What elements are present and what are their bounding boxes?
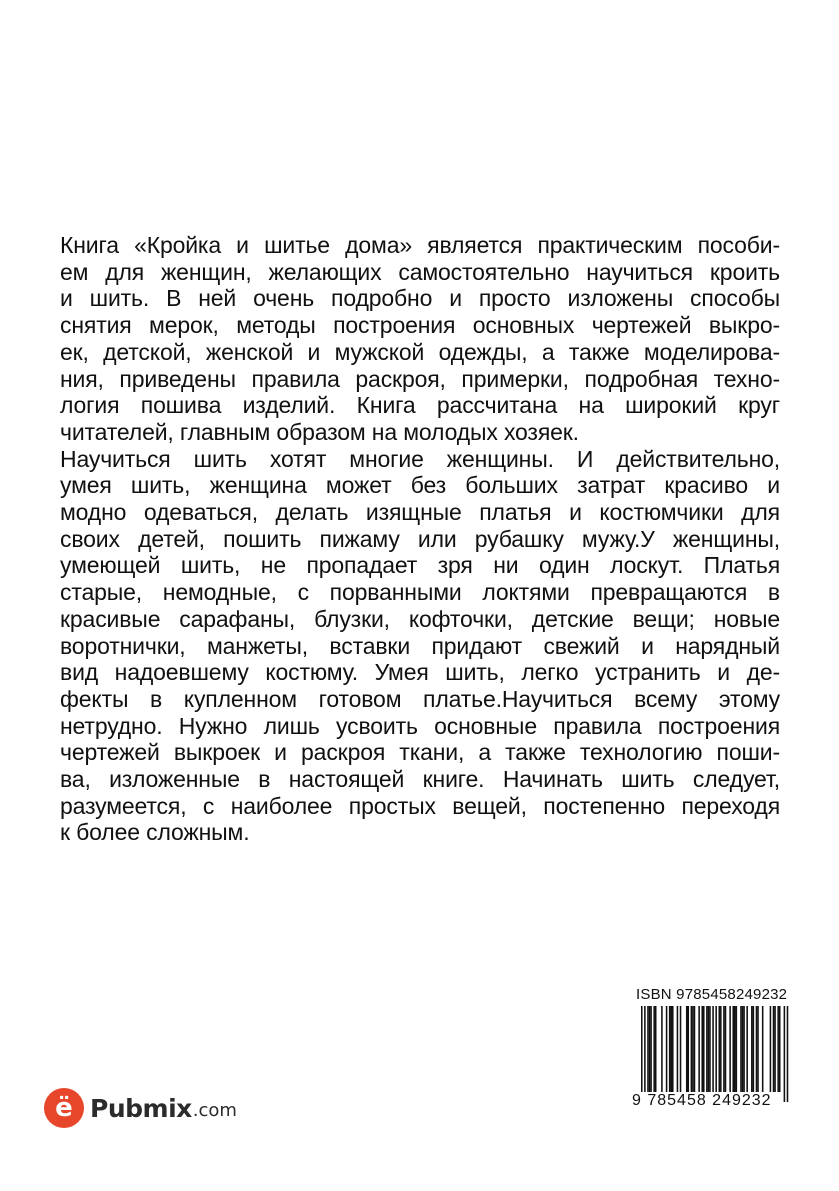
barcode-bar bbox=[666, 1006, 668, 1092]
text-line: воротнички, манжеты, вставки придают свежий и нарядный bbox=[60, 632, 780, 659]
barcode-bar bbox=[670, 1006, 672, 1092]
barcode-digits-text: 9 785458 249232 bbox=[632, 1092, 772, 1109]
barcode-bar bbox=[688, 1006, 690, 1092]
barcode-bar bbox=[706, 1006, 708, 1092]
barcode-bar bbox=[661, 1006, 663, 1092]
text-line: снятия мерок, методы построения основных чертежей выкро- bbox=[60, 312, 780, 339]
barcode-bar bbox=[709, 1006, 711, 1092]
barcode-bar bbox=[694, 1006, 696, 1092]
barcode-bar bbox=[649, 1006, 651, 1092]
barcode-bar bbox=[641, 1006, 643, 1102]
barcode-bar bbox=[753, 1006, 755, 1092]
barcode-bar bbox=[736, 1006, 738, 1092]
barcode-bar bbox=[719, 1006, 721, 1092]
text-line: ния, приведены правила раскроя, примерки, подробная техно- bbox=[60, 365, 780, 392]
barcode-bar bbox=[723, 1006, 725, 1092]
barcode-bar bbox=[762, 1006, 764, 1092]
text-line: ва, изложенные в настоящей книге. Начинать шить следует, bbox=[60, 766, 780, 793]
isbn-barcode-block bbox=[632, 986, 792, 1122]
barcode-bar bbox=[732, 1006, 734, 1092]
barcode-bar bbox=[680, 1006, 682, 1092]
text-line: умеющей шить, не пропадает зря ни один лоскут. Платья bbox=[60, 552, 780, 579]
text-line: умея шить, женщина может без больших затрат красиво и bbox=[60, 472, 780, 499]
barcode-digits bbox=[632, 1091, 792, 1111]
publisher-logo bbox=[44, 1085, 237, 1131]
publisher-domain: .com bbox=[192, 1099, 237, 1121]
barcode-bar bbox=[692, 1006, 694, 1092]
text-line: Книга «Кройка и шитье дома» является практическим пособи- bbox=[60, 232, 780, 258]
barcode-bar bbox=[756, 1006, 758, 1092]
pubmix-badge-icon: ё bbox=[44, 1088, 84, 1128]
barcode-bar bbox=[746, 1006, 748, 1092]
barcode-bar bbox=[784, 1006, 786, 1102]
text-line: ек, детской, женской и мужской одежды, а также моделирова- bbox=[60, 338, 780, 365]
barcode-bar bbox=[653, 1006, 655, 1092]
barcode-bar bbox=[650, 1006, 652, 1092]
barcode-bar bbox=[779, 1006, 781, 1092]
text-line: вид надоевшему костюму. Умея шить, легко устранить и де- bbox=[60, 659, 780, 686]
barcode-bar bbox=[751, 1006, 753, 1092]
text-line: своих детей, пошить пижаму или рубашку мужу.У женщины, bbox=[60, 525, 780, 552]
barcode-bar bbox=[742, 1006, 744, 1092]
barcode-bar bbox=[701, 1006, 703, 1092]
barcode-bar bbox=[712, 1006, 714, 1102]
barcode-bar bbox=[773, 1006, 775, 1092]
text-line: старые, немодные, с порванными локтями превращаются в bbox=[60, 579, 780, 606]
text-line: к более сложным. bbox=[60, 819, 250, 846]
text-line: Научиться шить хотят многие женщины. И действительно, bbox=[60, 445, 780, 472]
description-paragraph-2 bbox=[60, 446, 780, 847]
barcode-bar bbox=[703, 1006, 705, 1092]
barcode-bar bbox=[774, 1006, 776, 1092]
barcode-bar bbox=[720, 1006, 722, 1092]
text-line: читателей, главным образом на молодых хозяек. bbox=[60, 418, 579, 445]
back-cover-description bbox=[60, 232, 780, 846]
barcode-bar bbox=[743, 1006, 745, 1092]
barcode-bar bbox=[677, 1006, 679, 1092]
barcode-bar bbox=[686, 1006, 688, 1092]
barcode-bar bbox=[770, 1006, 772, 1092]
text-line: чертежей выкроек и раскроя ткани, а также технологию поши- bbox=[60, 739, 780, 766]
barcode-icon bbox=[632, 1006, 792, 1102]
text-line: красивые сарафаны, блузки, кофточки, детские вещи; новые bbox=[60, 605, 780, 632]
barcode-bar bbox=[715, 1006, 717, 1102]
text-line: фекты в купленном готовом платье.Научиться всему этому bbox=[60, 685, 780, 712]
description-paragraph-1 bbox=[60, 232, 780, 446]
text-line: логия пошива изделий. Книга рассчитана на широкий круг bbox=[60, 392, 780, 419]
barcode-bar bbox=[777, 1006, 779, 1092]
barcode-bar bbox=[691, 1006, 693, 1092]
text-line: ем для женщин, желающих самостоятельно научиться кроить bbox=[60, 258, 780, 285]
barcode-bar bbox=[698, 1006, 700, 1092]
text-line: разумеется, с наиболее простых вещей, постепенно переходя bbox=[60, 792, 780, 819]
barcode-bar bbox=[644, 1006, 646, 1102]
barcode-bar bbox=[655, 1006, 657, 1092]
publisher-name: Pubmix bbox=[90, 1093, 192, 1123]
barcode-bar bbox=[725, 1006, 727, 1092]
barcode-bar bbox=[734, 1006, 736, 1092]
text-line: модно одеваться, делать изящные платья и костюмчики для bbox=[60, 499, 780, 526]
barcode-bar bbox=[787, 1006, 789, 1102]
barcode-bar bbox=[647, 1006, 649, 1092]
text-line: и шить. В ней очень подробно и просто изложены способы bbox=[60, 285, 780, 312]
barcode-bar bbox=[672, 1006, 674, 1092]
isbn-label: ISBN 9785458249232 bbox=[636, 986, 788, 1003]
barcode-bar bbox=[757, 1006, 759, 1092]
barcode-bar bbox=[708, 1006, 710, 1092]
barcode-bar bbox=[740, 1006, 742, 1092]
barcode-bar bbox=[729, 1006, 731, 1092]
barcode-bar bbox=[669, 1006, 671, 1092]
text-line: нетрудно. Нужно лишь усвоить основные правила построения bbox=[60, 712, 780, 739]
